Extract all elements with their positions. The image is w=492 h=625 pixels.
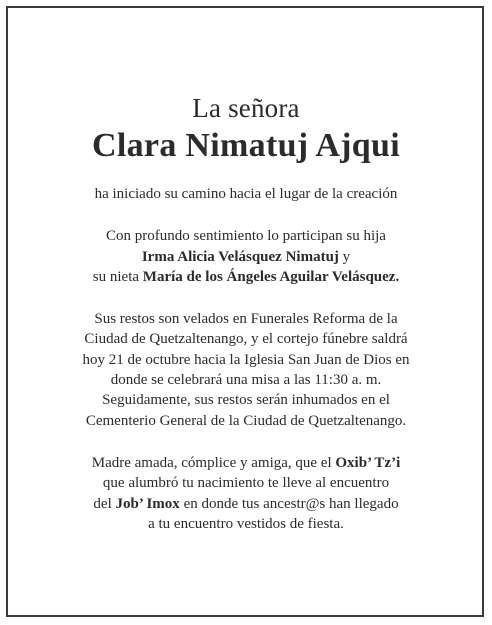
farewell-line: [0, 453, 492, 473]
granddaughter-line: [0, 267, 492, 287]
deceased-name: Clara Nimatuj Ajqui: [92, 127, 400, 164]
oxib-tzi-term: Oxib’ Tz’i: [335, 454, 401, 471]
granddaughter-name: María de los Ángeles Aguilar Velásquez.: [142, 268, 400, 285]
journey-line: ha iniciado su camino hacia el lugar de la creación: [94, 186, 398, 202]
funeral-line: donde se celebrará una misa a las 11:30 a. m.: [110, 372, 382, 389]
intro-title: La señora: [192, 93, 300, 123]
farewell-line: a tu encuentro vestidos de fiesta.: [148, 515, 344, 532]
funeral-line: hoy 21 de octubre hacia la Iglesia San Juan de Dios en: [82, 351, 410, 368]
funeral-line: Sus restos son velados en Funerales Reforma de la: [94, 311, 398, 328]
granddaughter-prefix: su nieta: [92, 268, 143, 285]
farewell-verse: [0, 453, 492, 534]
funeral-line: Ciudad de Quetzaltenango, y el cortejo fúnebre saldrá: [84, 331, 408, 348]
job-imox-term: Job’ Imox: [115, 495, 180, 512]
farewell-text: Madre amada, cómplice y amiga, que el: [91, 454, 336, 471]
farewell-text: en donde tus ancestr@s han llegado: [179, 495, 399, 512]
farewell-line: que alumbró tu nacimiento te lleve al encuentro: [102, 475, 390, 492]
farewell-line: [0, 494, 492, 514]
announcement-line: Con profundo sentimiento lo participan su hija: [106, 228, 386, 245]
farewell-text: del: [93, 495, 116, 512]
daughter-name: Irma Alicia Velásquez Nimatuj: [141, 248, 339, 265]
funeral-details: [0, 309, 492, 431]
announcement-block: [0, 226, 492, 287]
obituary-notice: [0, 92, 492, 534]
funeral-line: Seguidamente, sus restos serán inhumados en el: [102, 392, 390, 409]
funeral-line: Cementerio General de la Ciudad de Quetzaltenango.: [85, 412, 407, 429]
daughter-suffix: y: [338, 248, 351, 265]
daughter-line: [0, 247, 492, 267]
